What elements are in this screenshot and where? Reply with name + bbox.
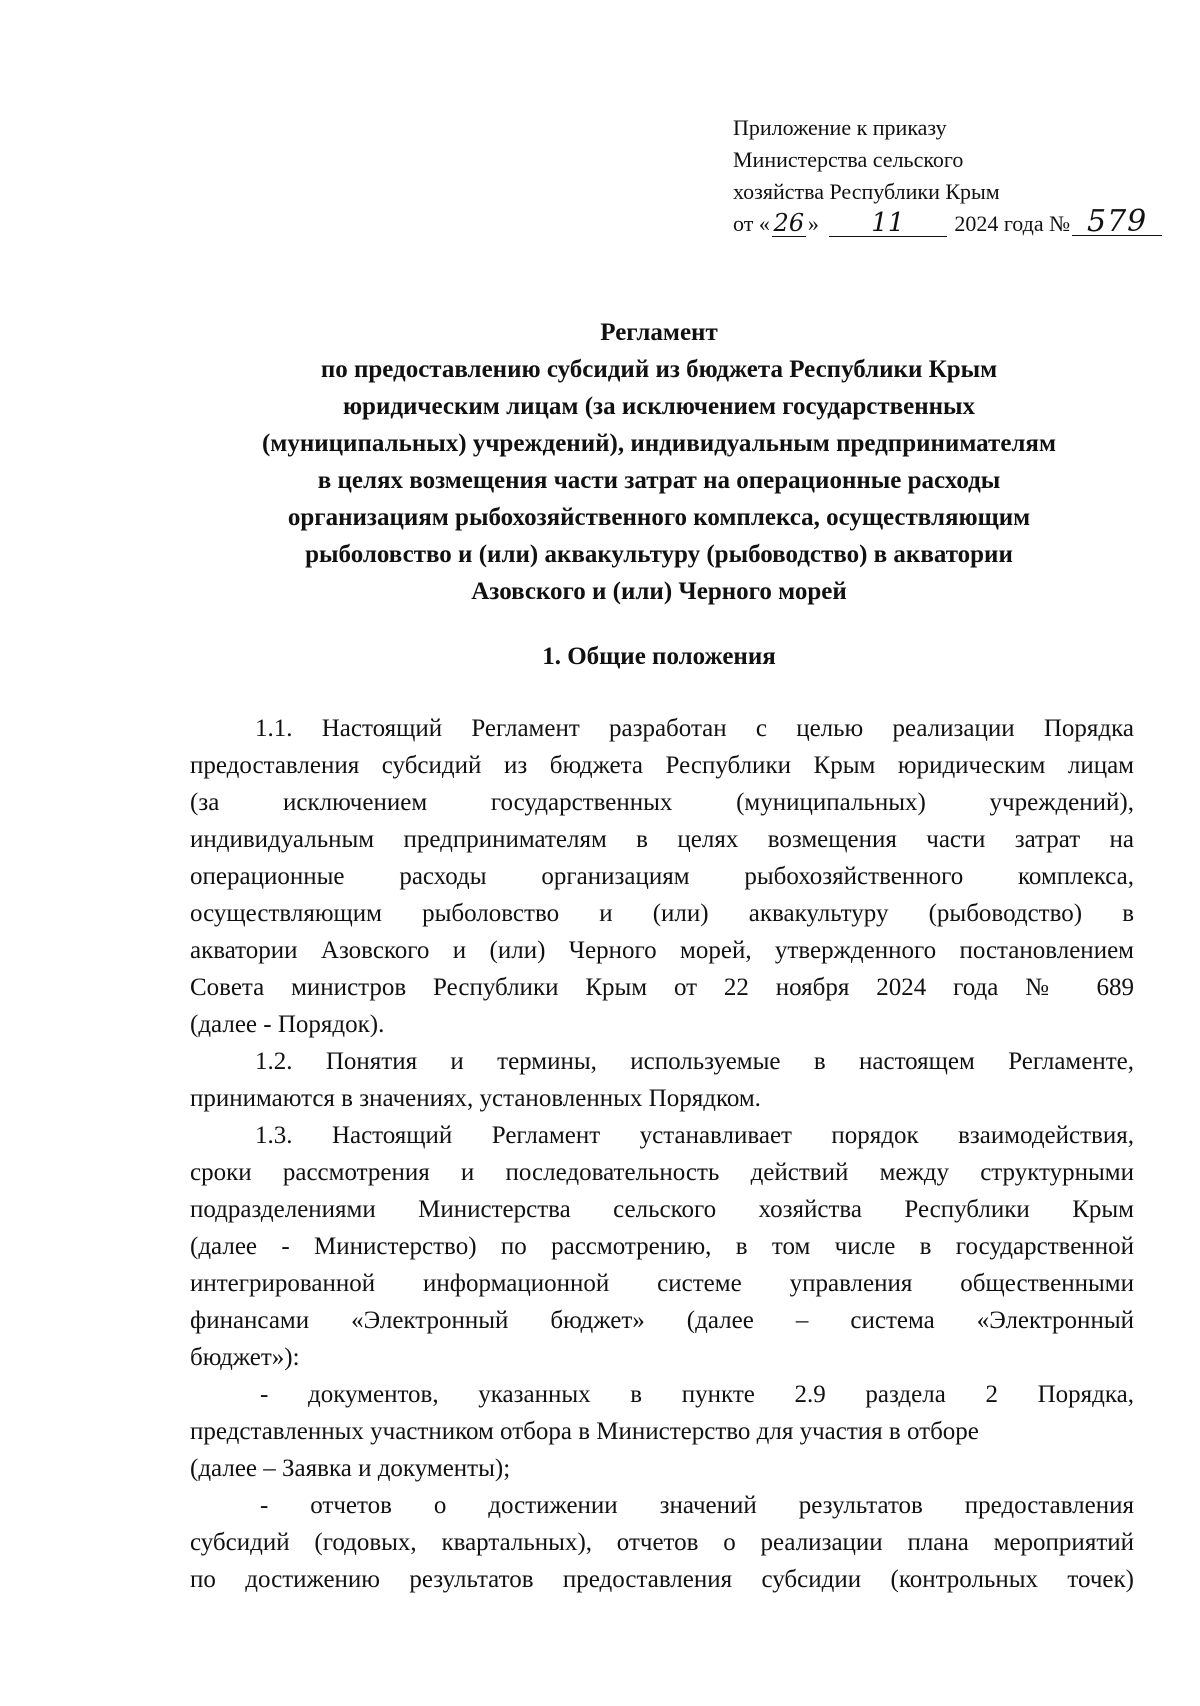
body-text — [190, 710, 1134, 1598]
appendix-line-3: хозяйства Республики Крым — [733, 179, 1000, 204]
title-heading: Регламент — [600, 319, 718, 346]
text-line: (за исключением государственных (муниципальных) учреждений), — [190, 789, 1134, 816]
paragraph-1-2 — [190, 1043, 1134, 1117]
date-year-text: 2024 года № — [954, 211, 1071, 236]
appendix-line-1: Приложение к приказу — [733, 115, 947, 140]
text-line: 1.1. Настоящий Регламент разработан с целью реализации Порядка — [255, 715, 1134, 742]
text-line: (далее – Заявка и документы); — [190, 1455, 511, 1482]
section-heading: 1. Общие положения — [542, 643, 776, 670]
date-mid: » — [807, 211, 819, 236]
title-line: по предоставлению субсидий из бюджета Республики Крым — [320, 356, 998, 383]
text-line: операционные расходы организациям рыбохозяйственного комплекса, — [190, 863, 1134, 890]
text-line: финансами «Электронный бюджет» (далее – система «Электронный — [190, 1307, 1134, 1334]
appendix-date-line — [733, 204, 1173, 240]
text-line: подразделениями Министерства сельского хозяйства Республики Крым — [190, 1196, 1134, 1223]
title-line: рыболовство и (или) аквакультуру (рыбоводство) в акватории — [305, 541, 1013, 568]
title-line: юридическим лицам (за исключением государственных — [342, 393, 976, 420]
text-line: 1.2. Понятия и термины, используемые в настоящем Регламенте, — [255, 1048, 1134, 1075]
text-line: субсидий (годовых, квартальных), отчетов о реализации плана мероприятий — [190, 1529, 1134, 1556]
date-day-handwritten: 26 — [773, 209, 805, 237]
bullet-item-documents — [190, 1376, 1134, 1487]
date-prefix: от « — [733, 211, 770, 236]
text-line: индивидуальным предпринимателям в целях возмещения части затрат на — [190, 826, 1134, 853]
bullet-item-reports — [190, 1487, 1134, 1598]
text-line: по достижению результатов предоставления субсидии (контрольных точек) — [190, 1566, 1134, 1593]
title-line: в целях возмещения части затрат на операционные расходы — [317, 467, 1001, 494]
text-line: предоставления субсидий из бюджета Республики Крым юридическим лицам — [190, 752, 1134, 779]
text-line: (далее - Министерство) по рассмотрению, в том числе в государственной — [190, 1233, 1134, 1260]
text-line: принимаются в значениях, установленных Порядком. — [190, 1085, 761, 1112]
document-title — [180, 314, 1138, 610]
order-number-handwritten: 579 — [1072, 209, 1162, 236]
text-line: осуществляющим рыболовство и (или) аквакультуру (рыбоводство) в — [190, 900, 1134, 927]
appendix-line-2: Министерства сельского — [733, 147, 964, 172]
title-line: организациям рыбохозяйственного комплекса, осуществляющим — [287, 504, 1031, 531]
text-line: Совета министров Республики Крым от 22 ноября 2024 года № 689 — [190, 974, 1134, 1001]
title-line: Азовского и (или) Черного морей — [471, 578, 847, 605]
text-line: 1.3. Настоящий Регламент устанавливает порядок взаимодействия, — [255, 1122, 1134, 1149]
date-month-handwritten: 11 — [829, 210, 947, 237]
text-line: - отчетов о достижении значений результатов предоставления — [260, 1492, 1134, 1519]
text-line: бюджет»): — [190, 1344, 300, 1371]
paragraph-1-3 — [190, 1117, 1134, 1376]
appendix-block — [733, 112, 1173, 240]
text-line: интегрированной информационной системе управления общественными — [190, 1270, 1134, 1297]
text-line: акватории Азовского и (или) Черного морей, утвержденного постановлением — [190, 937, 1134, 964]
title-line: (муниципальных) учреждений), индивидуальным предпринимателям — [261, 430, 1056, 457]
text-line: - документов, указанных в пункте 2.9 раздела 2 Порядка, — [260, 1381, 1134, 1408]
text-line: сроки рассмотрения и последовательность действий между структурными — [190, 1159, 1134, 1186]
text-line: (далее - Порядок). — [190, 1011, 385, 1038]
text-line: представленных участником отбора в Министерство для участия в отборе — [190, 1418, 979, 1445]
paragraph-1-1 — [190, 710, 1134, 1043]
